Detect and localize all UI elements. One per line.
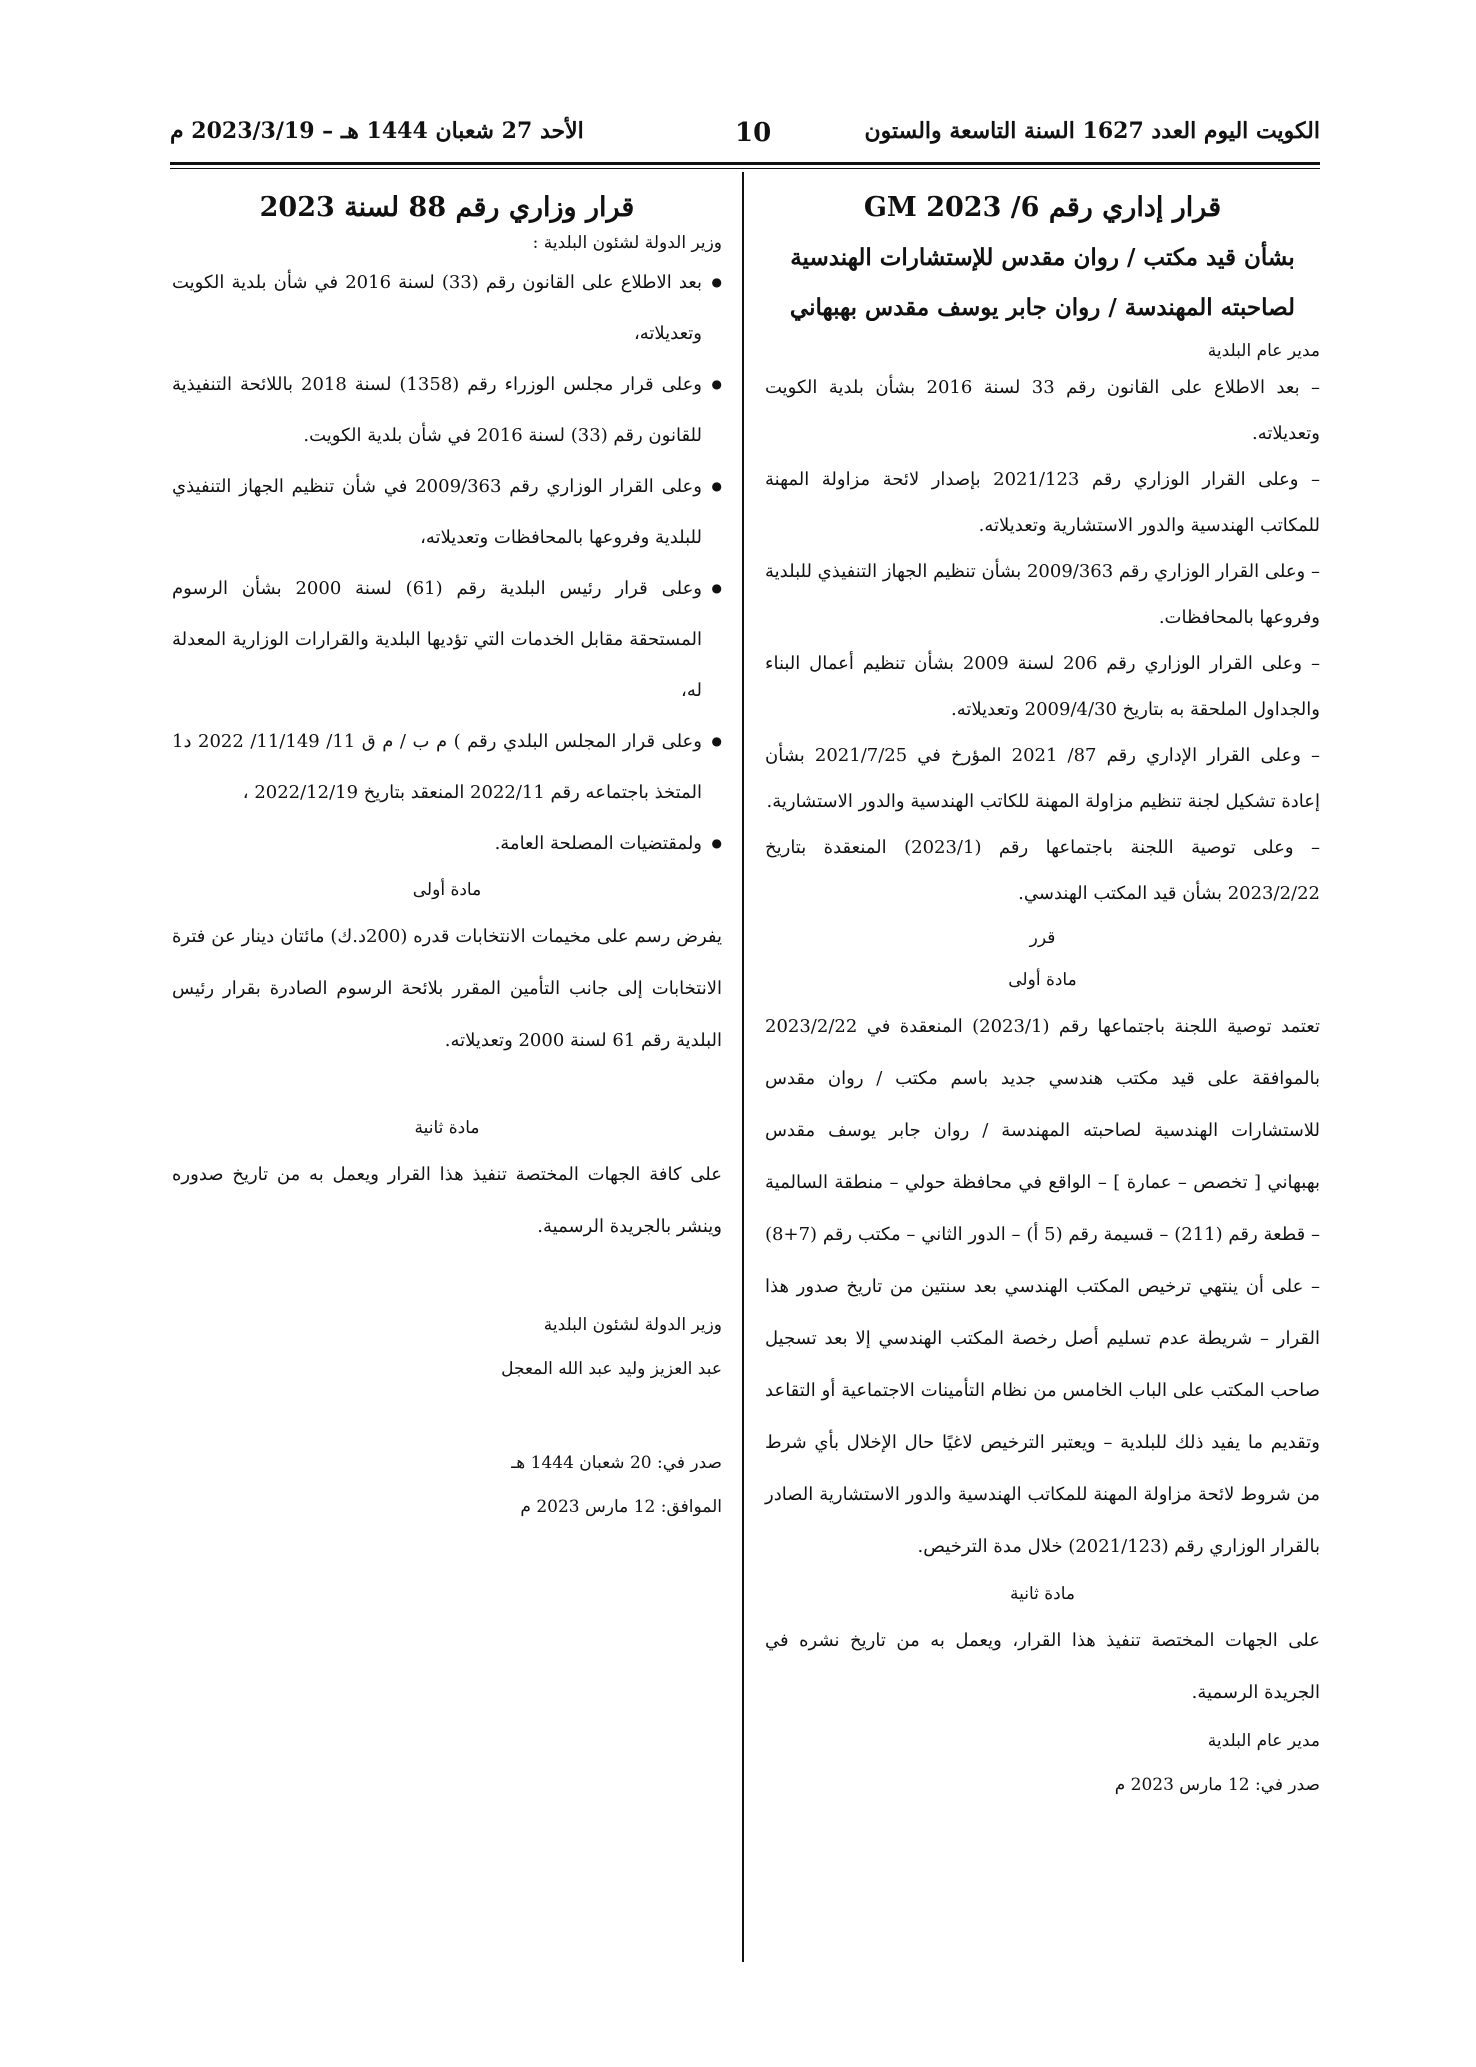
decision-title: قرار إداري رقم 6/ 2023 GM [863,192,1222,223]
recital: – وعلى القرار الوزاري رقم 2021/123 بإصدار لائحة مزاولة المهنة للمكاتب الهندسية والدور الاستشارية وتعديلاته. [765,469,1320,536]
article-2-heading: مادة ثانية [414,1118,480,1138]
issue-date: الأحد 27 شعبان 1444 هـ – 2023/3/19 م [170,118,584,144]
decision-gm-column [765,180,1320,1807]
article-1-heading: مادة أولى [412,880,482,900]
list-item: ● وعلى القرار الوزاري رقم 2009/363 في شأن تنظيم الجهاز التنفيذي للبلدية وفروعها بالمحافظات وتعديلاته، [172,461,722,563]
recital: – وعلى القرار الإداري رقم 87/ 2021 المؤرخ في 2021/7/25 بشأن إعادة تشكيل لجنة تنظيم مزاولة المهنة للكاتب الهندسية والدور الاستشارية. [765,745,1320,812]
header-rule-thin [170,168,1320,169]
decision-subtitle-1: بشأن قيد مكتب / روان مقدس للإستشارات الهندسية [790,244,1295,271]
issue-date-hijri: صدر في: 20 شعبان 1444 هـ [511,1453,722,1473]
list-item: ● ولمقتضيات المصلحة العامة. [172,818,722,869]
decision-title: قرار وزاري رقم 88 لسنة 2023 [259,192,635,223]
article-2-text: على الجهات المختصة تنفيذ هذا القرار، ويعمل به من تاريخ نشره في الجريدة الرسمية. [765,1630,1320,1703]
publication-info: الكويت اليوم العدد 1627 السنة التاسعة والستون [864,118,1320,144]
signatory: مدير عام البلدية [1207,1731,1320,1751]
article-1-heading: مادة أولى [1008,970,1077,990]
decision-subtitle-2: لصاحبته المهندسة / روان جابر يوسف مقدس بهبهاني [789,294,1296,321]
issuer: وزير الدولة لشئون البلدية : [532,233,722,253]
article-1-text: يفرض رسم على مخيمات الانتخابات قدره (200د.ك) مائتان دينار عن فترة الانتخابات إلى جانب التأمين المقرر بلائحة الرسوم الصادرة بقرار رئيس البلدية رقم 61 لسنة 2000 وتعديلاته. [172,926,722,1051]
list-item: ● بعد الاطلاع على القانون رقم (33) لسنة 2016 في شأن بلدية الكويت وتعديلاته، [172,257,722,359]
article-2-heading: مادة ثانية [1009,1584,1076,1604]
issue-date: صدر في: 12 مارس 2023 م [1114,1775,1320,1795]
recital: – وعلى توصية اللجنة باجتماعها رقم (2023/1) المنعقدة بتاريخ 2023/2/22 بشأن قيد المكتب الهندسي. [765,837,1320,904]
list-item: ● وعلى قرار مجلس الوزراء رقم (1358) لسنة 2018 باللائحة التنفيذية للقانون رقم (33) لسنة 2016 في شأن بلدية الكويت. [172,359,722,461]
signatory-title: وزير الدولة لشئون البلدية [543,1315,722,1335]
issuer: مدير عام البلدية [1207,341,1320,361]
list-item: ● وعلى قرار المجلس البلدي رقم ) م ب / م ق 11/ 11/149/ 2022 د1 المتخذ باجتماعه رقم 2022/11 المنعقد بتاريخ 2022/12/19 ، [172,716,722,818]
column-divider [742,172,744,1962]
header-rule-thick [170,162,1320,165]
article-1-text: تعتمد توصية اللجنة باجتماعها رقم (2023/1) المنعقدة في 2023/2/22 بالموافقة على قيد مكتب هندسي جديد باسم مكتب / روان مقدس للاستشارات الهندسية لصاحبته المهندسة / روان جابر يوسف مقدس بهبهاني [ تخصص – عمارة ] – الواقع في محافظة حولي – منطقة السالمية – قطعة رقم (211) – قسيمة رقم (5 أ) – الدور الثاني – مكتب رقم (7+8) – على أن ينتهي ترخيص المكتب الهندسي بعد سنتين من تاريخ صدور هذا القرار – شريطة عدم تسليم أصل رخصة المكتب الهندسي إلا بعد تسجيل صاحب المكتب على الباب الخامس من نظام التأمينات الاجتماعية أو التقاعد وتقديم ما يفيد ذلك للبلدية – ويعتبر الترخيص لاغيًا حال الإخلال بأي شرط من شروط لائحة مزاولة المهنة للمكاتب الهندسية والدور الاستشارية الصادر بالقرار الوزاري رقم (2021/123) خلال مدة الترخيص. [765,1016,1321,1557]
recital: – وعلى القرار الوزاري رقم 2009/363 بشأن تنظيم الجهاز التنفيذي للبلدية وفروعها بالمحافظات. [765,561,1320,628]
recitals-list [172,257,722,869]
recital: – وعلى القرار الوزاري رقم 206 لسنة 2009 بشأن تنظيم أعمال البناء والجداول الملحقة به بتاريخ 2009/4/30 وتعديلاته. [765,653,1320,720]
ministerial-decision-column [172,180,722,1529]
list-item: ● وعلى قرار رئيس البلدية رقم (61) لسنة 2000 بشأن الرسوم المستحقة مقابل الخدمات التي تؤديها البلدية والقرارات الوزارية المعدلة له، [172,563,722,716]
page-number: 10 [735,118,772,148]
article-2-text: على كافة الجهات المختصة تنفيذ هذا القرار ويعمل به من تاريخ صدوره وينشر بالجريدة الرسمية. [172,1164,722,1237]
recital: – بعد الاطلاع على القانون رقم 33 لسنة 2016 بشأن بلدية الكويت وتعديلاته. [765,377,1320,444]
page-header [170,118,1320,158]
signatory-name: عبد العزيز وليد عبد الله المعجل [501,1359,722,1379]
decided-heading: قرر [1029,928,1056,948]
issue-date-gregorian: الموافق: 12 مارس 2023 م [520,1497,722,1517]
